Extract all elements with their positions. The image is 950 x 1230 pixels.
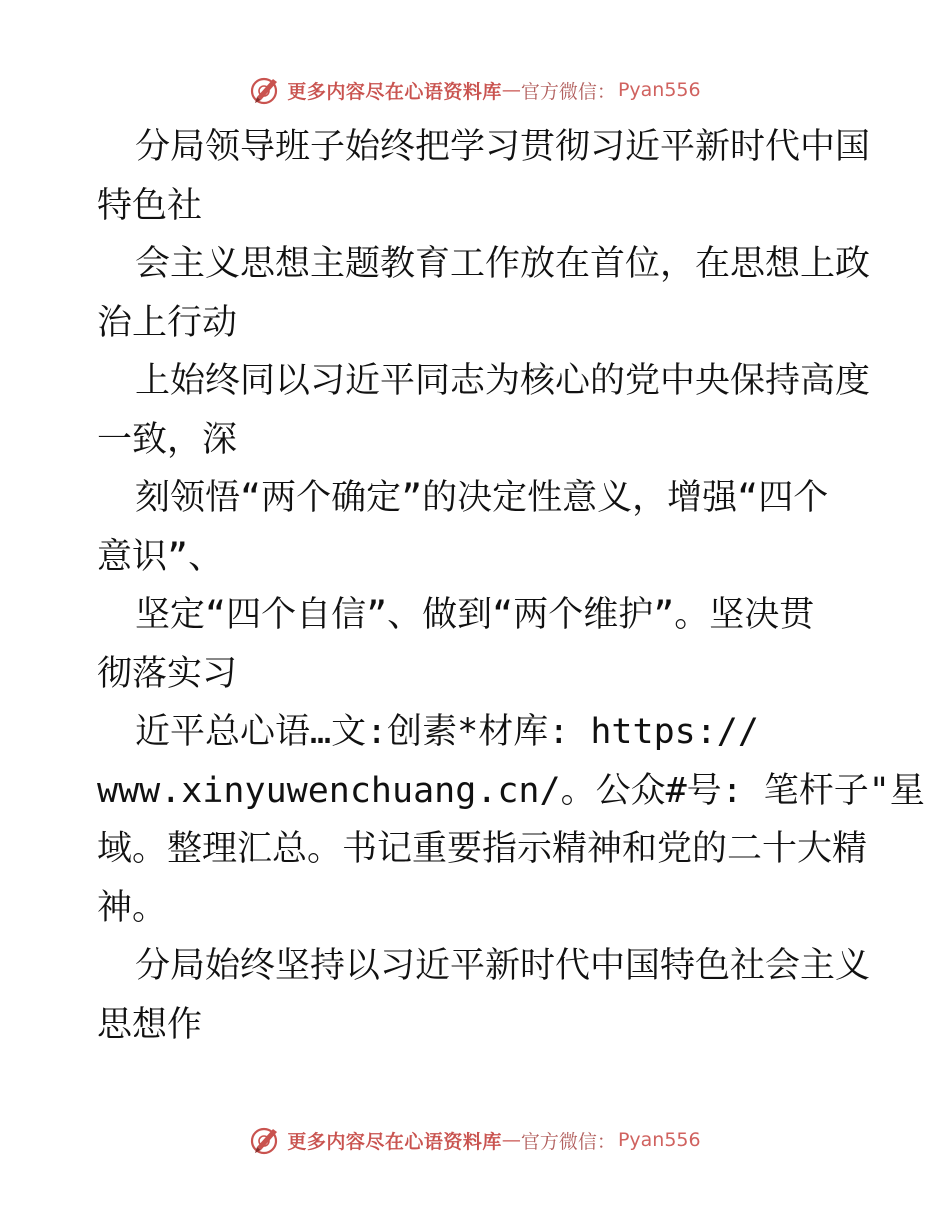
body-line: 分局始终坚持以习近平新时代中国特色社会主义 — [135, 946, 871, 986]
banner-dash: — — [501, 79, 521, 101]
pen-logo-icon — [249, 73, 283, 107]
footer-banner — [0, 1120, 950, 1160]
body-line: 近平总心语…文:创素*材库: https:// — [135, 712, 759, 752]
banner-dash: — — [501, 1129, 521, 1151]
banner-main-text: 更多内容尽在心语资料库 — [287, 1130, 502, 1153]
banner-wechat-id: Pyan556 — [617, 79, 701, 101]
body-line: 上始终同以习近平同志为核心的党中央保持高度 — [135, 361, 871, 401]
body-line: 意识”、 — [97, 536, 224, 577]
banner-main-text: 更多内容尽在心语资料库 — [287, 80, 502, 103]
body-line: 会主义思想主题教育工作放在首位，在思想上政 — [135, 244, 871, 284]
body-line: 刻领悟“两个确定”的决定性意义，增强“四个 — [135, 478, 829, 518]
banner-wechat-label: 官方微信： — [520, 80, 616, 103]
body-line: 思想作 — [97, 1004, 203, 1045]
body-line-url: www.xinyuwenchuang.cn/。公众#号: 笔杆子"星 — [97, 770, 925, 811]
body-line: 坚定“四个自信”、做到“两个维护”。坚决贯 — [135, 595, 815, 635]
body-line: 特色社 — [97, 185, 203, 226]
pen-logo-icon — [249, 1123, 283, 1157]
banner-wechat-id: Pyan556 — [617, 1129, 701, 1151]
body-line: 治上行动 — [97, 302, 238, 343]
body-line: 分局领导班子始终把学习贯彻习近平新时代中国 — [135, 127, 871, 167]
body-line: 一致，深 — [97, 419, 238, 460]
body-line: 彻落实习 — [97, 653, 238, 694]
body-line: 神。 — [97, 887, 168, 928]
document-body — [97, 118, 925, 1054]
banner-wechat-label: 官方微信： — [520, 1130, 616, 1153]
body-line: 域。整理汇总。书记重要指示精神和党的二十大精 — [97, 829, 868, 869]
header-banner — [0, 70, 950, 110]
